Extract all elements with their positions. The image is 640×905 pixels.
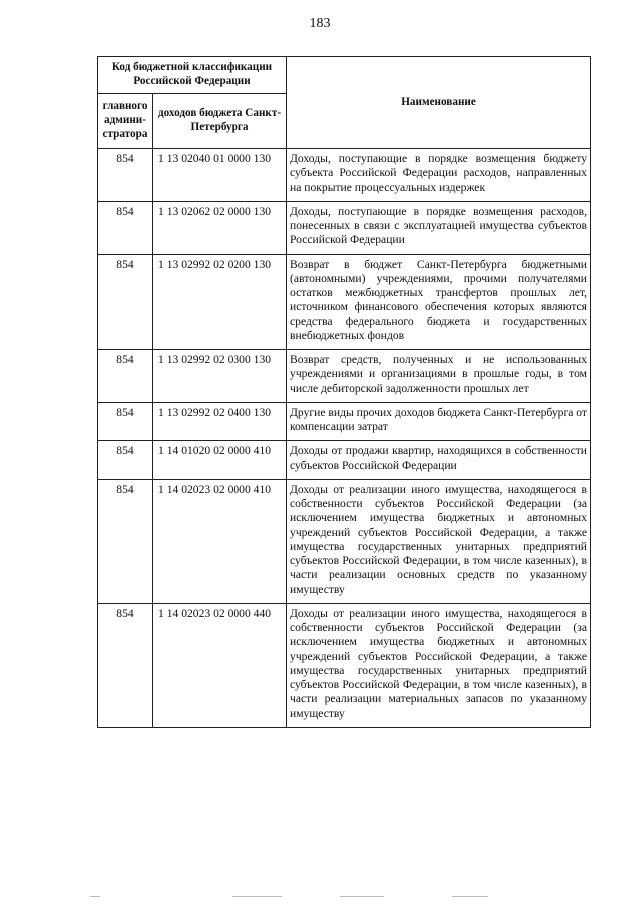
page-number: 183 xyxy=(309,16,331,31)
admin-code-cell: 854 xyxy=(98,441,153,480)
name-cell: Доходы от продажи квартир, находящихся в собственности субъектов Российской Федерации xyxy=(287,441,591,480)
name-cell: Доходы от реализации иного имущества, находящегося в собственности субъектов Российской Федерации (за исключением имущества бюджетных и автономных учреждений субъектов Российской Федерации, а также имущества государственных унитарных предприятий субъектов Российской Федерации, в том числе казенных), в части реализации материальных запасов по указанному имуществу xyxy=(287,603,591,727)
scan-mark xyxy=(340,896,384,897)
income-code-cell: 1 14 02023 02 0000 410 xyxy=(153,479,287,603)
table-row xyxy=(98,402,591,441)
name-cell: Другие виды прочих доходов бюджета Санкт-Петербурга от компенсации затрат xyxy=(287,402,591,441)
income-code-cell: 1 13 02062 02 0000 130 xyxy=(153,201,287,254)
admin-code-cell: 854 xyxy=(98,603,153,727)
admin-code-cell: 854 xyxy=(98,402,153,441)
admin-code-cell: 854 xyxy=(98,350,153,403)
budget-classification-table xyxy=(97,56,591,728)
name-cell: Возврат в бюджет Санкт-Петербурга бюджетными (автономными) учреждениями, прочими получателями остатков межбюджетных трансфертов прошлых лет, источником финансового обеспечения которых являются средства федерального бюджета и государственных внебюджетных фондов xyxy=(287,254,591,350)
scan-mark xyxy=(90,896,100,897)
table-row xyxy=(98,603,591,727)
table-row xyxy=(98,149,591,202)
name-cell: Доходы от реализации иного имущества, находящегося в собственности субъектов Российской Федерации (за исключением имущества бюджетных и автономных учреждений субъектов Российской Федерации, а также имущества государственных унитарных предприятий субъектов Российской Федерации, в том числе казенных), в части реализации основных средств по указанному имуществу xyxy=(287,479,591,603)
name-cell: Доходы, поступающие в порядке возмещения бюджету субъекта Российской Федерации расходов, направленных на покрытие процессуальных издержек xyxy=(287,149,591,202)
header-budget-code: Код бюджетной классификации Российской Федерации xyxy=(98,57,287,94)
income-code-cell: 1 13 02992 02 0300 130 xyxy=(153,350,287,403)
scan-footer-marks xyxy=(0,893,640,901)
income-code-cell: 1 13 02992 02 0400 130 xyxy=(153,402,287,441)
name-cell: Доходы, поступающие в порядке возмещения расходов, понесенных в связи с эксплуатацией имущества субъектов Российской Федерации xyxy=(287,201,591,254)
admin-code-cell: 854 xyxy=(98,479,153,603)
table-row xyxy=(98,350,591,403)
admin-code-cell: 854 xyxy=(98,201,153,254)
scan-mark xyxy=(232,896,282,897)
scan-mark xyxy=(452,896,488,897)
table-row xyxy=(98,254,591,350)
header-spb-income: доходов бюджета Санкт-Петербурга xyxy=(153,94,287,149)
income-code-cell: 1 14 01020 02 0000 410 xyxy=(153,441,287,480)
admin-code-cell: 854 xyxy=(98,254,153,350)
header-name: Наименование xyxy=(287,57,591,149)
income-code-cell: 1 13 02040 01 0000 130 xyxy=(153,149,287,202)
name-cell: Возврат средств, полученных и не использованных учреждениями и организациями в прошлые годы, в том числе дебиторской задолженности прошлых лет xyxy=(287,350,591,403)
income-code-cell: 1 14 02023 02 0000 440 xyxy=(153,603,287,727)
table-row xyxy=(98,201,591,254)
table-row xyxy=(98,479,591,603)
income-code-cell: 1 13 02992 02 0200 130 xyxy=(153,254,287,350)
table-row xyxy=(98,441,591,480)
header-chief-admin: главного админи-стратора xyxy=(98,94,153,149)
admin-code-cell: 854 xyxy=(98,149,153,202)
